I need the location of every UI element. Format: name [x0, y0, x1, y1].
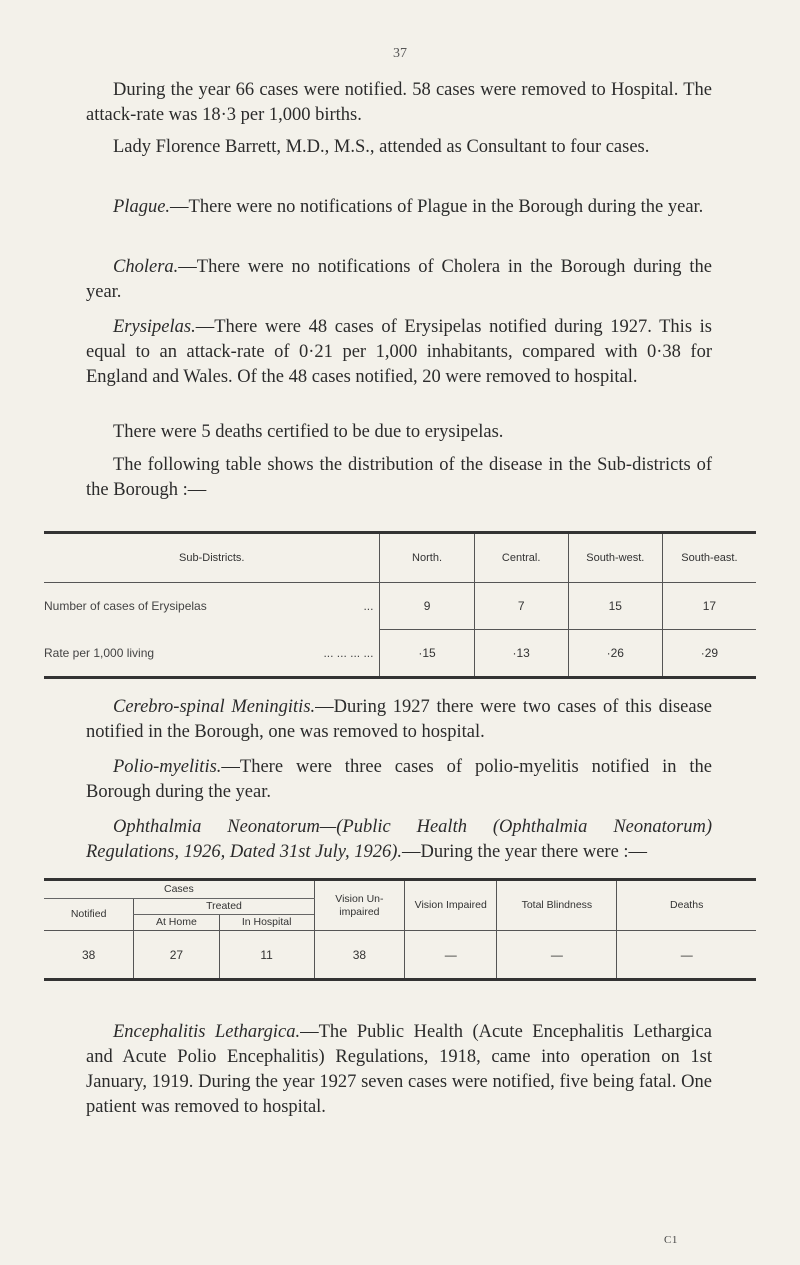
paragraph-encephalitis: Encephalitis Lethargica.—The Public Health (Acute Encephalitis Lethargica and Acute Polio Encephalitis) Regulations, 1918, came into operation on 1st January, 1919. During the year 1927 seven cases were notified, five being fatal. One patient was removed to hospital. [86, 1022, 712, 1117]
cell-south-east-cases: 17 [662, 583, 756, 630]
row-label-rate: Rate per 1,000 living ... ... ... ... [44, 645, 374, 660]
header-treated: Treated [134, 899, 314, 915]
paragraph-erysipelas: Erysipelas.—There were 48 cases of Erysipelas notified during 1927. This is equal to an attack-rate of 0·21 per 1,000 inhabitants, compared with 0·38 for England and Wales. Of the 48 cases notified, 20 were removed to hospital. [86, 317, 712, 387]
paragraph-cholera: Cholera.—There were no notifications of Cholera in the Borough during the year. [86, 257, 712, 302]
header-south-east: South-east. [662, 533, 756, 583]
cell-in-hospital: 11 [219, 931, 314, 980]
ophthalmia-heading: Ophthalmia Neonatorum—(Public Health (Ophthalmia Neonatorum) Regulations, 1926, Dated 31st July, 1926). [86, 817, 712, 862]
signature-mark: C1 [664, 1234, 678, 1246]
header-central: Central. [474, 533, 568, 583]
header-vision-unimpaired: Vision Un- impaired [314, 880, 404, 931]
cell-vision-unimpaired: 38 [314, 931, 404, 980]
paragraph-plague: Plague.—There were no notifications of Plague in the Borough during the year. [113, 197, 704, 217]
paragraph-meningitis: Cerebro-spinal Meningitis.—During 1927 there were two cases of this disease notified in the Borough, one was removed to hospital. [86, 697, 713, 742]
page-number: 37 [393, 46, 407, 61]
header-south-west: South-west. [568, 533, 662, 583]
cell-at-home: 27 [134, 931, 219, 980]
cell-north-cases: 9 [380, 583, 474, 630]
paragraph-polio: Polio-myelitis.—There were three cases of polio-myelitis notified in the Borough during the year. [86, 757, 712, 802]
header-notified: Notified [44, 899, 134, 931]
paragraph-erysipelas-deaths: There were 5 deaths certified to be due to erysipelas. [113, 422, 504, 442]
paragraph-table-intro: The following table shows the distribution of the disease in the Sub-districts of the Borough :— [86, 455, 712, 500]
erysipelas-subdistrict-table [44, 531, 756, 679]
table-row [44, 931, 756, 980]
cell-south-east-rate: ·29 [662, 630, 756, 678]
paragraph-ophthalmia: Ophthalmia Neonatorum—(Public Health (Ophthalmia Neonatorum) Regulations, 1926, Dated 31st July, 1926).—During the year there were :— [86, 817, 712, 862]
cell-central-cases: 7 [474, 583, 568, 630]
header-total-blindness: Total Blindness [497, 880, 617, 931]
cell-deaths: — [617, 931, 756, 980]
header-deaths: Deaths [617, 880, 756, 931]
header-cases: Cases [44, 880, 314, 899]
cell-vision-impaired: — [405, 931, 497, 980]
header-in-hospital: In Hospital [219, 915, 314, 931]
table-row [44, 583, 756, 630]
header-sub-districts: Sub-Districts. [44, 533, 380, 583]
cell-south-west-cases: 15 [568, 583, 662, 630]
header-at-home: At Home [134, 915, 219, 931]
encephalitis-heading: Encephalitis Lethargica. [113, 1022, 301, 1042]
row-label-cases: Number of cases of Erysipelas ... [44, 599, 374, 614]
cell-south-west-rate: ·26 [568, 630, 662, 678]
cell-central-rate: ·13 [474, 630, 568, 678]
polio-heading: Polio-myelitis. [113, 757, 222, 777]
plague-heading: Plague. [113, 197, 171, 217]
erysipelas-heading: Erysipelas. [113, 317, 196, 337]
ophthalmia-table [44, 878, 756, 981]
cell-notified: 38 [81, 947, 96, 962]
paragraph-consultant: Lady Florence Barrett, M.D., M.S., attended as Consultant to four cases. [113, 137, 650, 157]
table-row [44, 630, 756, 678]
cholera-heading: Cholera. [113, 257, 179, 277]
paragraph-ophthalmia-intro: During the year 66 cases were notified. 58 cases were removed to Hospital. The attack-rate was 18·3 per 1,000 births. [86, 80, 712, 125]
header-vision-impaired: Vision Impaired [405, 880, 497, 931]
meningitis-heading: Cerebro-spinal Meningitis. [113, 697, 316, 717]
cell-total-blindness: — [497, 931, 617, 980]
cell-north-rate: ·15 [380, 630, 474, 678]
header-north: North. [380, 533, 474, 583]
